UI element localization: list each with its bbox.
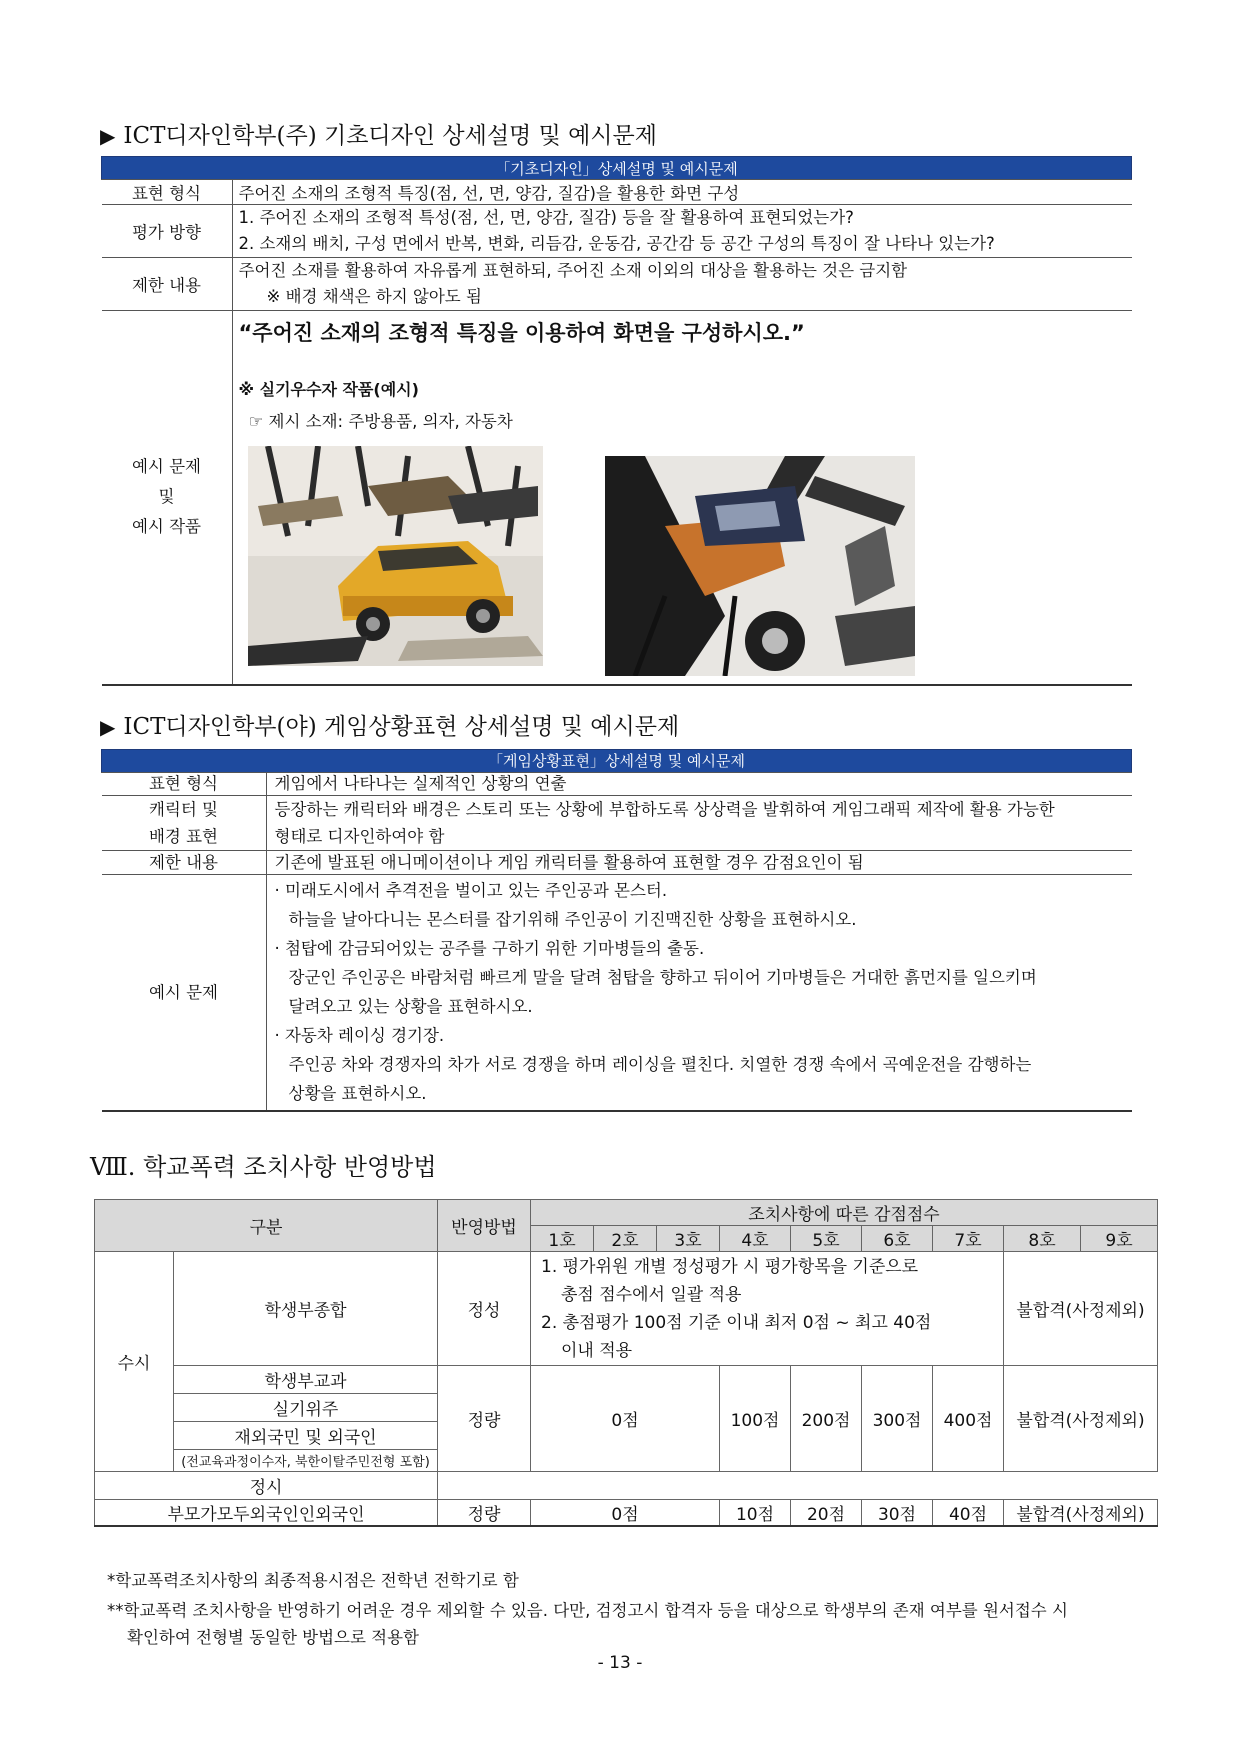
example-artworks xyxy=(239,446,1126,676)
value-4: 100점 xyxy=(720,1366,791,1472)
artwork-chair-image xyxy=(605,456,915,676)
susi-label: 수시 xyxy=(95,1252,174,1472)
row-content xyxy=(232,205,1132,258)
level-8: 8호 xyxy=(1004,1226,1081,1252)
value-5: 20점 xyxy=(791,1500,862,1527)
value-4: 10점 xyxy=(720,1500,791,1527)
table-header: 「기초디자인」상세설명 및 예시문제 xyxy=(102,157,1132,180)
level-4: 4호 xyxy=(720,1226,791,1252)
example-content: · 미래도시에서 추격전을 벌이고 있는 주인공과 몬스터. 하늘을 날아다니는 몬스터를 잡기위해 주인공이 기진맥진한 상황을 표현하시오. · 첨탑에 감금되어있는 공주를 구하기 위한 기마병들의 출동. 장군인 주인공은 바람처럼 빠르게 말을 달려 첨탑을 향하고 뒤이어 기마병들은 거대한 흙먼지를 일으키며 달려오고 있는 상황을 표현하시오. · 자동차 레이싱 경기장. 주인공 차와 경쟁자의 차가 서로 경쟁을 하며 레이싱을 펼친다. 치열한 경쟁 속에서 곡예운전을 감행하는 상황을 표현하시오. xyxy=(266,875,1132,1112)
row-desc: 1. 평가위원 개별 정성평가 시 평가항목을 기준으로 총점 점수에서 일괄 적용 2. 총점평가 100점 기준 이내 최저 0점 ~ 최고 40점 이내 적용 xyxy=(531,1252,1004,1366)
level-9: 9호 xyxy=(1081,1226,1158,1252)
triangle-bullet-icon: ▶ xyxy=(100,124,116,148)
school-violence-table xyxy=(94,1199,1158,1527)
row-method: 정량 xyxy=(438,1500,531,1527)
row-content: 게임에서 나타나는 실제적인 상황의 연출 xyxy=(266,773,1132,796)
basic-design-table xyxy=(101,156,1132,686)
row-name-sub: (전교육과정이수자, 북한이탈주민전형 포함) xyxy=(174,1450,438,1472)
section3-title: Ⅷ. 학교폭력 조치사항 반영방법 xyxy=(90,1153,437,1181)
footnote-2: **학교폭력 조치사항을 반영하기 어려운 경우 제외할 수 있음. 다만, 검정고시 합격자 등을 대상으로 학생부의 존재 여부를 원서접수 시 xyxy=(107,1601,1068,1620)
row-label: 표현 형식 xyxy=(102,180,233,205)
value-6: 300점 xyxy=(862,1366,933,1472)
row-label: 캐릭터 및 배경 표현 xyxy=(102,796,267,851)
row-name: 학생부교과 xyxy=(174,1366,438,1394)
example-label: 예시 문제 xyxy=(102,875,267,1112)
example-star-note: ※ 실기우수자 작품(예시) xyxy=(238,380,419,399)
level-5: 5호 xyxy=(791,1226,862,1252)
footnote-3: 확인하여 전형별 동일한 방법으로 적용함 xyxy=(127,1628,419,1647)
row-name: 재외국민 및 외국인 xyxy=(174,1422,438,1450)
example-materials: ☞ 제시 소재: 주방용품, 의자, 자동차 xyxy=(248,412,513,431)
row-name: 학생부종합 xyxy=(174,1252,438,1366)
example-question: “주어진 소재의 조형적 특징을 이용하여 화면을 구성하시오.” xyxy=(238,321,805,345)
row-content: 등장하는 캐릭터와 배경은 스토리 또는 상황에 부합하도록 상상력을 발휘하여 게임그래픽 제작에 활용 가능한 형태로 디자인하여야 함 xyxy=(266,796,1132,851)
row-label: 평가 방향 xyxy=(102,205,233,258)
limit-line-1: 주어진 소재를 활용하여 자유롭게 표현하되, 주어진 소재 이외의 대상을 활용하는 것은 금지함 xyxy=(238,261,908,280)
triangle-bullet-icon: ▶ xyxy=(100,715,116,739)
value-1-3: 0점 xyxy=(531,1500,720,1527)
level-3: 3호 xyxy=(657,1226,720,1252)
header-deduction: 조치사항에 따른 감점점수 xyxy=(531,1200,1158,1226)
section2-title: ▶ ICT디자인학부(야) 게임상황표현 상세설명 및 예시문제 xyxy=(100,714,680,740)
value-6: 30점 xyxy=(862,1500,933,1527)
jeongsi-label: 정시 xyxy=(95,1472,438,1500)
row-content: 주어진 소재의 조형적 특징(점, 선, 면, 양감, 질감)을 활용한 화면 구성 xyxy=(232,180,1132,205)
row-fail: 불합격(사정제외) xyxy=(1004,1500,1158,1527)
value-1-3: 0점 xyxy=(531,1366,720,1472)
artwork-car-image xyxy=(248,446,543,666)
value-7: 40점 xyxy=(933,1500,1004,1527)
section1-title: ▶ ICT디자인학부(주) 기초디자인 상세설명 및 예시문제 xyxy=(100,123,657,149)
row-content xyxy=(232,258,1132,311)
row-fail: 불합격(사정제외) xyxy=(1004,1366,1158,1472)
game-situation-table xyxy=(101,749,1132,1112)
row-method: 정성 xyxy=(438,1252,531,1366)
row-content: 기존에 발표된 애니메이션이나 게임 캐릭터를 활용하여 표현할 경우 감점요인이 됨 xyxy=(266,851,1132,875)
row-name: 부모가모두외국인인외국인 xyxy=(95,1500,438,1527)
example-content xyxy=(232,311,1132,685)
level-6: 6호 xyxy=(862,1226,933,1252)
level-1: 1호 xyxy=(531,1226,594,1252)
row-label: 제한 내용 xyxy=(102,258,233,311)
row-label: 표현 형식 xyxy=(102,773,267,796)
table-header: 「게임상황표현」상세설명 및 예시문제 xyxy=(102,750,1132,773)
eval-line-1: 1. 주어진 소재의 조형적 특성(점, 선, 면, 양감, 질감) 등을 잘 활용하여 표현되었는가? xyxy=(238,208,854,227)
limit-line-2: ※ 배경 채색은 하지 않아도 됨 xyxy=(266,287,482,306)
header-category: 구분 xyxy=(95,1200,438,1252)
footnote-1: *학교폭력조치사항의 최종적용시점은 전학년 전학기로 함 xyxy=(107,1571,519,1590)
row-method: 정량 xyxy=(438,1366,531,1472)
value-7: 400점 xyxy=(933,1366,1004,1472)
row-fail: 불합격(사정제외) xyxy=(1004,1252,1158,1366)
page-number: - 13 - xyxy=(597,1653,643,1673)
header-method: 반영방법 xyxy=(438,1200,531,1252)
level-2: 2호 xyxy=(594,1226,657,1252)
level-7: 7호 xyxy=(933,1226,1004,1252)
example-label: 예시 문제 및 예시 작품 xyxy=(102,311,233,685)
value-5: 200점 xyxy=(791,1366,862,1472)
row-name: 실기위주 xyxy=(174,1394,438,1422)
row-label: 제한 내용 xyxy=(102,851,267,875)
eval-line-2: 2. 소재의 배치, 구성 면에서 반복, 변화, 리듬감, 운동감, 공간감 등 공간 구성의 특징이 잘 나타나 있는가? xyxy=(238,234,995,253)
